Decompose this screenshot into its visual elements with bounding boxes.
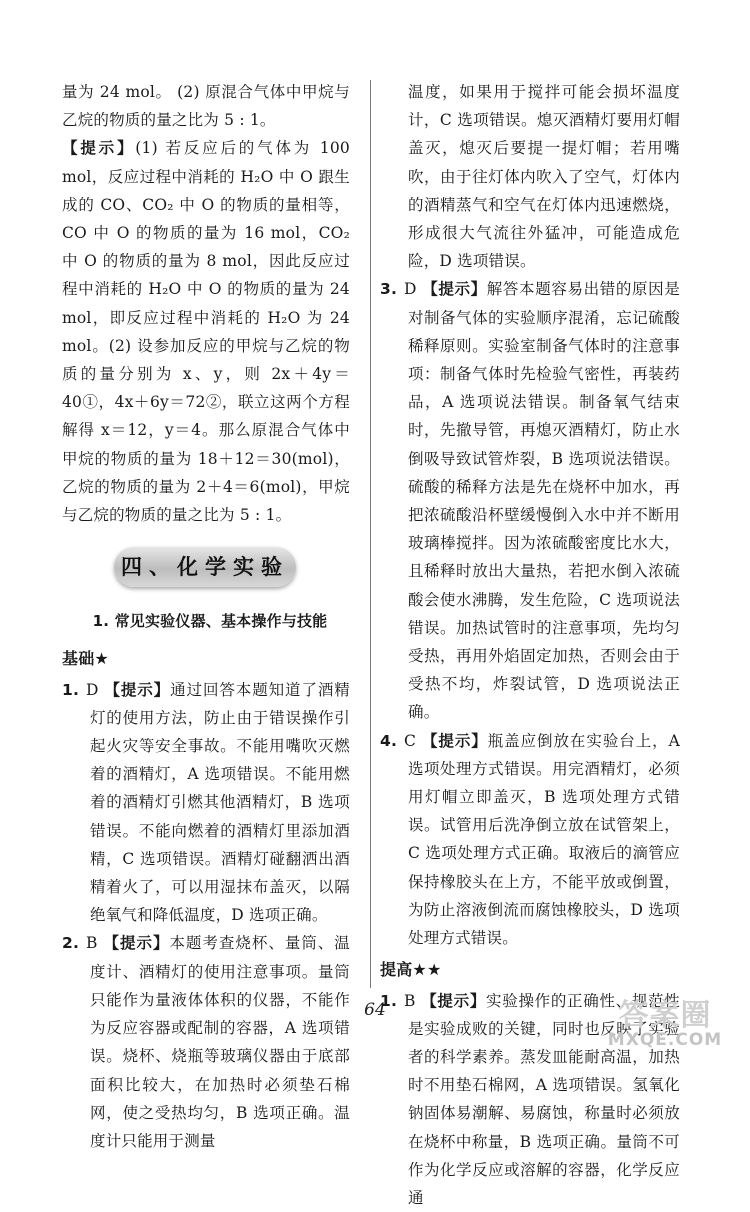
section-banner-wrap xyxy=(62,535,350,607)
left-column xyxy=(62,78,350,1155)
watermark-url: MXQE.COM xyxy=(590,1030,740,1050)
item-number: 4. xyxy=(380,727,404,755)
item-answer: D xyxy=(404,280,417,298)
watermark-text: 答案圈 xyxy=(590,990,740,1034)
answer-item xyxy=(380,727,680,953)
continuation-text: 温度，如果用于搅拌可能会损坏温度计，C 选项错误。熄灭酒精灯要用灯帽盖灭，熄灭后要提一提灯帽；若用嘴吹，由于往灯体内吹入了空气，灯体内的酒精蒸气和空气在灯体内迅速燃烧，形成很大气流往外猛冲，可能造成危险，D 选项错误。 xyxy=(380,78,680,275)
hint-label: 【提示】 xyxy=(104,934,170,952)
hint-label: 【提示】 xyxy=(421,992,486,1010)
item-text: 解答本题容易出错的原因是对制备气体的实验顺序混淆，忘记硫酸稀释原则。实验室制备气体时的注意事项：制备气体时先检验气密性，再装药品，A 选项说法错误。制备氧气结束时，先撤导管，再熄灭酒精灯，防止水倒吸导致试管炸裂，B 选项说法错误。硫酸的稀释方法是先在烧杯中加水，再把浓硫酸沿杯壁缓慢倒入水中并不断用玻璃棒搅拌。因为浓硫酸密度比水大，且稀释时放出大量热，若把水倒入浓硫酸会使水沸腾，发生危险，C 选项说法错误。加热试管时的注意事项，先均匀受热，再用外焰固定加热，否则会由于受热不均，炸裂试管，D 选项说法正确。 xyxy=(408,280,680,721)
item-number: 1. xyxy=(380,987,404,1015)
item-number: 3. xyxy=(380,275,404,303)
item-number: 1. xyxy=(62,676,86,704)
item-text: 实验操作的正确性、规范性是实验成败的关键，同时也反映了实验者的科学素养。蒸发皿能耐高温，加热时不用垫石棉网，A 选项错误。氢氧化钠固体易潮解、易腐蚀，称量时必须放在烧杯中称量，B 选项正确。量筒不可作为化学反应或溶解的容器，化学反应通 xyxy=(408,992,680,1207)
level-basic-heading: 基础★ xyxy=(62,645,350,673)
answer-item xyxy=(62,929,350,1155)
item-answer: B xyxy=(404,992,416,1010)
level-advanced-heading: 提高★★ xyxy=(380,956,680,984)
watermark-logo xyxy=(590,990,740,1054)
item-text: 本题考查烧杯、量筒、温度计、酒精灯的使用注意事项。量筒只能作为量液体体积的仪器，不能作为反应容器或配制的容器，A 选项错误。烧杯、烧瓶等玻璃仪器由于底部面积比较大，在加热时必须垫石棉网，使之受热均匀，B 选项正确。温度计只能用于测量 xyxy=(90,934,350,1149)
subsection-title: 1. 常见实验仪器、基本操作与技能 xyxy=(62,607,350,635)
hint-label: 【提示】 xyxy=(422,280,487,298)
item-number: 2. xyxy=(62,929,86,957)
item-answer: C xyxy=(404,732,416,750)
answer-item xyxy=(380,275,680,726)
hint-text: (1) 若反应后的气体为 100 mol，反应过程中消耗的 H₂O 中 O 跟生成的 CO、CO₂ 中 O 的物质的量相等，CO 中 O 的物质的量为 16 mol，CO₂ 中 O 的物质的量为 8 mol，因此反应过程中消耗的 H₂O 中 O 的物质的量为 24 mol，即反应过程中消耗的 H₂O 为 24 mol。(2) 设参加反应的甲烷与乙烷的物质的量分别为 x、y，则 2x＋4y＝40①，4x＋6y＝72②，联立这两个方程解得 x＝12，y＝4。那么原混合气体中甲烷的物质的量为 18＋12＝30(mol)，乙烷的物质的量为 2＋4＝6(mol)，甲烷与乙烷的物质的量之比为 5 : 1。 xyxy=(62,139,350,524)
page-number: 64 xyxy=(0,1000,750,1020)
section-banner: 四、化学实验 xyxy=(114,547,296,587)
hint-label: 【提示】 xyxy=(62,139,135,157)
answer-item xyxy=(62,676,350,930)
hint-label: 【提示】 xyxy=(104,681,170,699)
column-divider xyxy=(370,80,371,988)
item-text: 通过回答本题知道了酒精灯的使用方法，防止由于错误操作引起火灾等安全事故。不能用嘴吹灭燃着的酒精灯，A 选项错误。不能用燃着的酒精灯引燃其他酒精灯，B 选项错误。不能向燃着的酒精灯里添加酒精，C 选项错误。酒精灯碰翻洒出酒精着火了，可以用湿抹布盖灭，以隔绝氧气和降低温度，D 选项正确。 xyxy=(90,681,350,925)
intro-line: 量为 24 mol。 (2) 原混合气体中甲烷与乙烷的物质的量之比为 5 : 1。 xyxy=(62,78,350,134)
item-text: 瓶盖应倒放在实验台上，A 选项处理方式错误。用完酒精灯，必须用灯帽立即盖灭，B 选项处理方式错误。试管用后洗净倒立放在试管架上，C 选项处理方式正确。取液后的滴管应保持橡胶头在上方，不能平放或倒置，为防止溶液倒流而腐蚀橡胶头，D 选项处理方式错误。 xyxy=(408,732,680,947)
item-answer: B xyxy=(86,934,98,952)
hint-label: 【提示】 xyxy=(422,732,488,750)
intro-hint xyxy=(62,134,350,529)
item-answer: D xyxy=(86,681,99,699)
